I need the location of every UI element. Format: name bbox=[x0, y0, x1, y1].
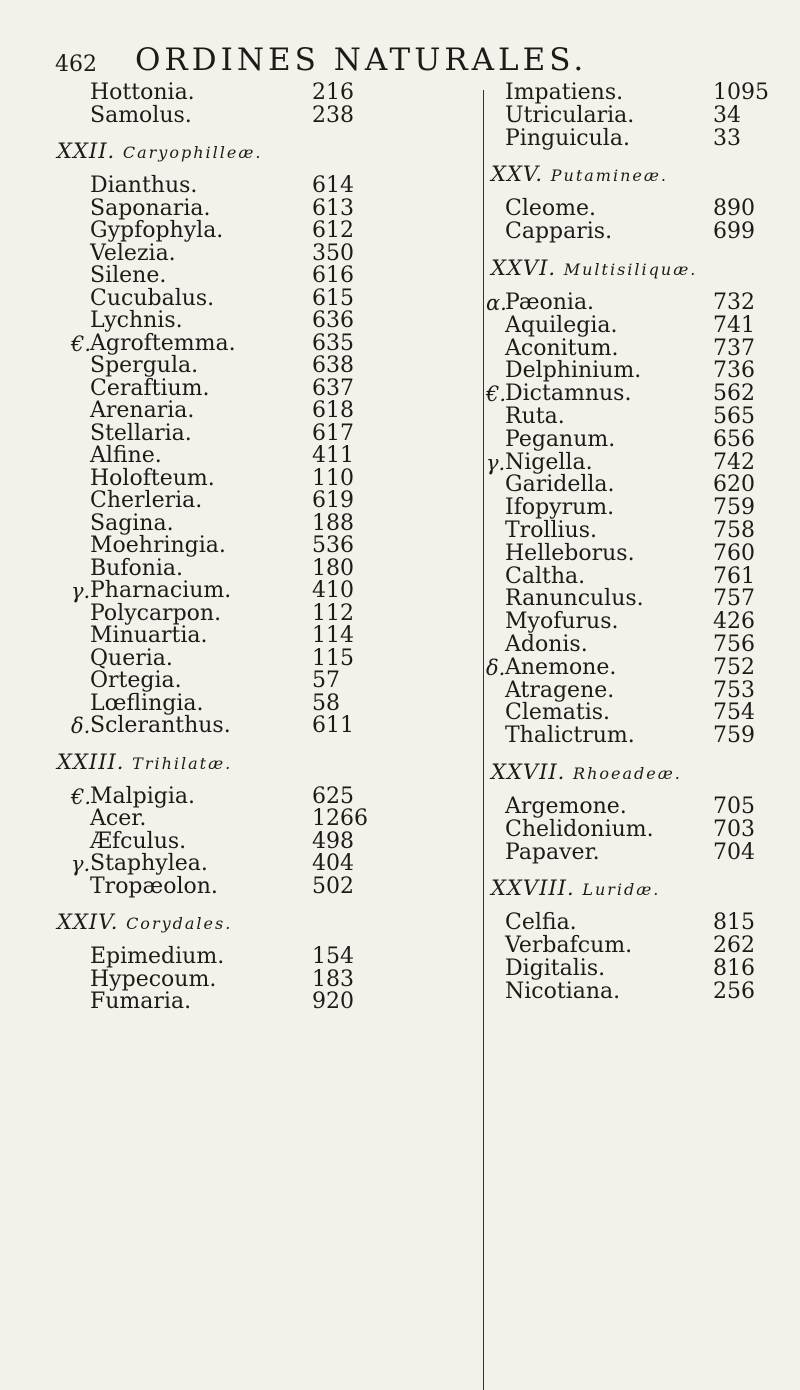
genus-number: 742 bbox=[713, 449, 755, 475]
genus-entry bbox=[90, 991, 470, 1014]
genus-number: 752 bbox=[713, 654, 755, 680]
section-title: Luridæ. bbox=[582, 880, 661, 900]
genus-entry bbox=[505, 360, 765, 383]
genus-name: Pharnacium. bbox=[90, 578, 232, 603]
genus-number: 614 bbox=[312, 173, 354, 198]
genus-name: Epimedium. bbox=[90, 944, 225, 969]
subgroup-marker: γ. bbox=[71, 852, 91, 876]
genus-name: Cherleria. bbox=[90, 488, 203, 513]
genus-name: Moehringia. bbox=[90, 533, 226, 558]
genus-number: 411 bbox=[312, 443, 354, 468]
page-header bbox=[55, 42, 755, 82]
genus-number: 619 bbox=[312, 488, 354, 513]
genus-entry bbox=[505, 335, 765, 361]
genus-number: 737 bbox=[713, 335, 755, 361]
section-numeral: XXVIII. bbox=[491, 876, 575, 901]
genus-name: Fumaria. bbox=[90, 989, 192, 1014]
genus-number: 656 bbox=[713, 426, 755, 452]
section-numeral: XXVII. bbox=[491, 759, 566, 784]
genus-number: 612 bbox=[312, 218, 354, 243]
genus-name: Æfculus. bbox=[90, 828, 187, 854]
genus-number: 705 bbox=[713, 793, 755, 819]
genus-number: 637 bbox=[312, 375, 354, 401]
section-heading bbox=[57, 898, 470, 946]
genus-name: Myofurus. bbox=[505, 609, 619, 635]
genus-number: 759 bbox=[713, 495, 755, 521]
genus-number: 154 bbox=[312, 944, 354, 969]
section-numeral: XXIV. bbox=[57, 910, 119, 934]
genus-entry bbox=[505, 631, 765, 657]
genus-number: 562 bbox=[713, 381, 755, 407]
genus-entry bbox=[90, 490, 470, 513]
genus-entry bbox=[90, 555, 470, 581]
subgroup-marker: δ. bbox=[486, 655, 506, 680]
genus-name: Chelidonium. bbox=[505, 816, 654, 842]
genus-entry bbox=[505, 588, 765, 611]
genus-number: 256 bbox=[713, 978, 755, 1004]
genus-name: Impatiens. bbox=[505, 80, 624, 105]
genus-name: Scleranthus. bbox=[90, 713, 231, 738]
genus-number: 636 bbox=[312, 308, 354, 333]
genus-entry bbox=[71, 783, 470, 809]
genus-entry bbox=[90, 445, 470, 468]
genus-number: 114 bbox=[312, 623, 354, 648]
genus-entry bbox=[505, 912, 765, 935]
genus-name: Helleborus. bbox=[505, 540, 635, 566]
genus-entry bbox=[505, 978, 765, 1004]
genus-entry bbox=[90, 600, 470, 626]
genus-name: Digitalis. bbox=[505, 955, 606, 981]
genus-number: 615 bbox=[312, 285, 354, 311]
genus-entry bbox=[486, 289, 765, 315]
section-title: Trihilatæ. bbox=[132, 753, 233, 773]
genus-name: Polycarpon. bbox=[90, 600, 222, 626]
subgroup-marker: δ. bbox=[71, 714, 91, 738]
genus-number: 498 bbox=[312, 828, 354, 854]
genus-entry bbox=[90, 102, 470, 128]
genus-entry bbox=[90, 175, 470, 198]
genus-entry bbox=[90, 400, 470, 423]
genus-entry bbox=[505, 839, 765, 865]
subgroup-marker: €. bbox=[486, 382, 507, 407]
genus-entry bbox=[90, 873, 470, 899]
genus-number: 613 bbox=[312, 195, 354, 221]
genus-name: Thalictrum. bbox=[505, 723, 635, 749]
genus-entry bbox=[71, 578, 470, 603]
subgroup-marker: γ. bbox=[71, 579, 91, 603]
section-numeral: XXV. bbox=[491, 162, 544, 187]
genus-name: Acer. bbox=[90, 806, 147, 831]
subgroup-marker: γ. bbox=[486, 450, 506, 475]
section-title: Rhoeadeæ. bbox=[573, 763, 682, 783]
genus-name: Clematis. bbox=[505, 700, 611, 726]
genus-number: 112 bbox=[312, 600, 354, 626]
genus-entry bbox=[90, 828, 470, 854]
genus-name: Bufonia. bbox=[90, 555, 184, 581]
genus-name: Verbafcum. bbox=[505, 933, 633, 959]
genus-number: 110 bbox=[312, 465, 354, 491]
genus-name: Aconitum. bbox=[505, 335, 619, 361]
genus-entry bbox=[90, 285, 470, 311]
genus-number: 635 bbox=[312, 330, 354, 356]
genus-number: 426 bbox=[713, 609, 755, 635]
genus-number: 57 bbox=[312, 668, 340, 693]
genus-entry bbox=[90, 375, 470, 401]
genus-entry bbox=[486, 654, 765, 680]
genus-number: 1266 bbox=[312, 806, 368, 831]
genus-number: 753 bbox=[713, 677, 755, 703]
genus-number: 620 bbox=[713, 472, 755, 498]
genus-number: 757 bbox=[713, 586, 755, 612]
genus-entry bbox=[90, 265, 470, 288]
genus-name: Capparis. bbox=[505, 219, 613, 245]
genus-number: 34 bbox=[713, 102, 741, 128]
genus-entry bbox=[90, 220, 470, 243]
section-numeral: XXVI. bbox=[491, 255, 557, 280]
genus-number: 704 bbox=[713, 839, 755, 865]
subgroup-marker: €. bbox=[71, 784, 92, 809]
genus-entry bbox=[505, 125, 765, 151]
genus-entry bbox=[90, 670, 470, 693]
genus-number: 638 bbox=[312, 353, 354, 378]
genus-number: 410 bbox=[312, 578, 354, 603]
genus-number: 611 bbox=[312, 713, 354, 738]
genus-name: Ranunculus. bbox=[505, 586, 644, 612]
genus-number: 1095 bbox=[713, 80, 769, 105]
genus-number: 238 bbox=[312, 102, 354, 128]
genus-name: Gypfophyla. bbox=[90, 218, 224, 243]
genus-entry bbox=[90, 808, 470, 831]
genus-number: 890 bbox=[713, 196, 755, 222]
genus-number: 756 bbox=[713, 631, 755, 657]
genus-name: Holofteum. bbox=[90, 465, 215, 491]
genus-number: 536 bbox=[312, 533, 354, 558]
genus-entry bbox=[505, 793, 765, 819]
genus-number: 565 bbox=[713, 403, 755, 429]
genus-name: Ifopyrum. bbox=[505, 495, 615, 521]
genus-number: 760 bbox=[713, 540, 755, 566]
genus-number: 216 bbox=[312, 80, 354, 105]
genus-number: 703 bbox=[713, 816, 755, 842]
genus-name: Velezia. bbox=[90, 240, 176, 266]
genus-name: Anemone. bbox=[505, 654, 617, 680]
genus-entry bbox=[90, 82, 470, 105]
genus-name: Argemone. bbox=[505, 793, 627, 819]
genus-entry bbox=[71, 330, 470, 356]
genus-entry bbox=[505, 221, 765, 244]
genus-name: Tropæolon. bbox=[90, 873, 218, 899]
genus-name: Alfine. bbox=[90, 443, 162, 468]
section-numeral: XXIII. bbox=[57, 749, 125, 774]
genus-entry bbox=[505, 563, 765, 589]
genus-entry bbox=[71, 851, 470, 876]
genus-number: 699 bbox=[713, 219, 755, 245]
genus-name: Ortegia. bbox=[90, 668, 182, 693]
section-heading bbox=[491, 244, 765, 292]
genus-entry bbox=[505, 474, 765, 497]
genus-name: Papaver. bbox=[505, 839, 600, 865]
genus-name: Saponaria. bbox=[90, 195, 211, 221]
genus-entry bbox=[90, 355, 470, 378]
genus-number: 188 bbox=[312, 510, 354, 536]
genus-name: Sagina. bbox=[90, 510, 174, 536]
genus-entry bbox=[505, 725, 765, 748]
genus-number: 404 bbox=[312, 851, 354, 876]
genus-entry bbox=[505, 611, 765, 634]
genus-entry bbox=[505, 403, 765, 429]
genus-entry bbox=[505, 198, 765, 221]
genus-number: 758 bbox=[713, 517, 755, 543]
genus-number: 741 bbox=[713, 312, 755, 338]
genus-name: Nicotiana. bbox=[505, 978, 621, 1004]
genus-entry bbox=[505, 955, 765, 981]
section-title: Caryophilleæ. bbox=[122, 143, 263, 162]
genus-number: 262 bbox=[713, 933, 755, 959]
genus-name: Queria. bbox=[90, 645, 173, 671]
genus-number: 180 bbox=[312, 555, 354, 581]
genus-number: 736 bbox=[713, 358, 755, 384]
genus-entry bbox=[505, 426, 765, 452]
genus-entry bbox=[505, 816, 765, 842]
genus-entry bbox=[505, 497, 765, 520]
genus-name: Peganum. bbox=[505, 426, 616, 452]
genus-name: Delphinium. bbox=[505, 358, 642, 384]
genus-name: Dianthus. bbox=[90, 173, 198, 198]
genus-name: Garidella. bbox=[505, 472, 615, 498]
genus-number: 816 bbox=[713, 955, 755, 981]
genus-name: Arenaria. bbox=[90, 398, 195, 423]
genus-number: 754 bbox=[713, 700, 755, 726]
section-heading bbox=[491, 150, 765, 198]
genus-number: 732 bbox=[713, 289, 755, 315]
genus-entry bbox=[486, 449, 765, 475]
genus-entry bbox=[505, 677, 765, 703]
genus-name: Cucubalus. bbox=[90, 285, 215, 311]
left-column bbox=[57, 80, 470, 1014]
page-number: 462 bbox=[55, 52, 97, 77]
genus-name: Silene. bbox=[90, 263, 167, 288]
genus-entry bbox=[90, 966, 470, 992]
genus-name: Aquilegia. bbox=[505, 312, 618, 338]
genus-name: Minuartia. bbox=[90, 623, 208, 648]
section-title: Corydales. bbox=[126, 914, 233, 933]
genus-entry bbox=[505, 312, 765, 338]
genus-name: Stellaria. bbox=[90, 420, 192, 446]
genus-number: 618 bbox=[312, 398, 354, 423]
genus-entry bbox=[90, 240, 470, 266]
genus-name: Utricularia. bbox=[505, 102, 635, 128]
genus-number: 815 bbox=[713, 910, 755, 936]
subgroup-marker: α. bbox=[486, 290, 507, 315]
genus-number: 617 bbox=[312, 420, 354, 446]
genus-name: Atragene. bbox=[505, 677, 615, 703]
section-title: Putamineæ. bbox=[550, 166, 668, 186]
genus-name: Ruta. bbox=[505, 403, 565, 429]
genus-number: 33 bbox=[713, 125, 741, 151]
genus-name: Hottonia. bbox=[90, 80, 195, 105]
genus-name: Staphylea. bbox=[90, 851, 208, 876]
genus-entry bbox=[486, 381, 765, 407]
genus-name: Caltha. bbox=[505, 563, 586, 589]
genus-entry bbox=[90, 946, 470, 969]
genus-name: Lœflingia. bbox=[90, 690, 204, 716]
genus-entry bbox=[505, 517, 765, 543]
subgroup-marker: €. bbox=[71, 331, 92, 356]
genus-entry bbox=[90, 310, 470, 333]
genus-name: Hypecoum. bbox=[90, 966, 217, 992]
section-heading bbox=[57, 127, 470, 175]
section-numeral: XXII. bbox=[57, 139, 116, 163]
genus-number: 115 bbox=[312, 645, 354, 671]
genus-entry bbox=[90, 195, 470, 221]
genus-number: 502 bbox=[312, 873, 354, 899]
section-heading bbox=[491, 748, 765, 796]
genus-entry bbox=[90, 535, 470, 558]
genus-name: Celfia. bbox=[505, 910, 577, 936]
genus-name: Agroftemma. bbox=[90, 330, 236, 356]
genus-number: 183 bbox=[312, 966, 354, 992]
genus-number: 58 bbox=[312, 690, 340, 716]
genus-entry bbox=[505, 102, 765, 128]
running-head: ORDINES NATURALES. bbox=[135, 42, 588, 78]
genus-number: 350 bbox=[312, 240, 354, 266]
genus-name: Malpigia. bbox=[90, 783, 196, 809]
genus-name: Lychnis. bbox=[90, 308, 183, 333]
genus-entry bbox=[90, 510, 470, 536]
genus-name: Trollius. bbox=[505, 517, 597, 543]
right-column bbox=[486, 80, 769, 1004]
genus-entry bbox=[71, 713, 470, 738]
genus-name: Nigella. bbox=[505, 449, 593, 475]
genus-entry bbox=[90, 465, 470, 491]
genus-entry bbox=[90, 690, 470, 716]
genus-entry bbox=[505, 935, 765, 958]
genus-entry bbox=[505, 80, 769, 105]
section-heading bbox=[57, 738, 470, 786]
genus-number: 616 bbox=[312, 263, 354, 288]
genus-name: Samolus. bbox=[90, 102, 192, 128]
genus-entry bbox=[505, 702, 765, 725]
genus-name: Dictamnus. bbox=[505, 381, 632, 407]
genus-name: Pinguicula. bbox=[505, 125, 630, 151]
column-divider bbox=[483, 90, 484, 1390]
genus-number: 625 bbox=[312, 783, 354, 809]
section-heading bbox=[491, 864, 765, 912]
genus-name: Spergula. bbox=[90, 353, 199, 378]
genus-number: 761 bbox=[713, 563, 755, 589]
genus-number: 759 bbox=[713, 723, 755, 749]
genus-name: Cleome. bbox=[505, 196, 597, 222]
genus-entry bbox=[90, 420, 470, 446]
genus-entry bbox=[505, 540, 765, 566]
genus-entry bbox=[90, 625, 470, 648]
genus-name: Ceraftium. bbox=[90, 375, 210, 401]
section-title: Multisiliquæ. bbox=[563, 259, 698, 279]
genus-name: Adonis. bbox=[505, 631, 588, 657]
genus-entry bbox=[90, 645, 470, 671]
genus-name: Pæonia. bbox=[505, 289, 595, 315]
genus-number: 920 bbox=[312, 989, 354, 1014]
